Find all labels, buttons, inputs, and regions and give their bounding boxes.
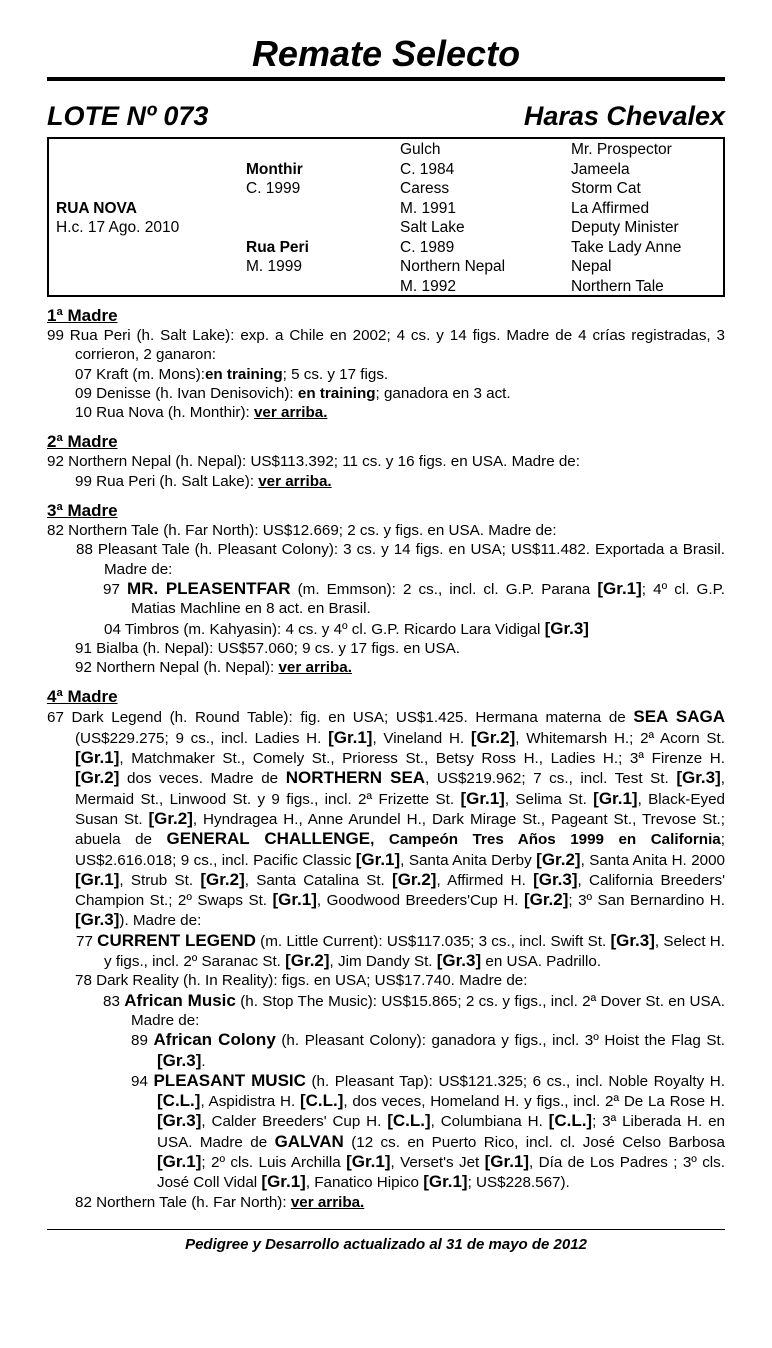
stud-name: Haras Chevalex [523,101,725,131]
horse-highlight: African Colony [153,1030,276,1050]
pedigree-col-parents [246,140,309,296]
entry-text: (m. Emmson): 2 cs., incl. cl. G.P. Parana [297,580,591,598]
grade-badge: [Gr.2] [470,727,516,747]
entry-text: , dos veces, Homeland H. y figs., incl. 2ª De La Rose H. [343,1093,725,1111]
entry-text: (h. Pleasant Tap): US$121.325; 6 cs., incl. Noble Royalty H. [311,1072,725,1090]
horse-highlight: NORTHERN SEA [285,768,426,788]
section-third-dam: 3ª Madre [47,501,118,521]
horse-highlight: GENERAL CHALLENGE [166,829,371,849]
dam-info: M. 1999 [246,258,303,275]
grade-badge: [Gr.2] [285,951,330,971]
entry-text: ; US$228.567). [467,1174,570,1192]
entry-text: 89 [131,1032,148,1050]
pedigree-cell: La Affirmed [571,199,650,217]
pedigree-cell: Salt Lake [400,219,465,236]
pedigree-cell: Northern Nepal [400,258,506,275]
offspring-entry: 89 African Colony (h. Pleasant Colony): ganadora y figs., incl. 3º Hoist the Flag St. [Gr.3]. [131,1030,725,1070]
grade-badge: [Gr.1] [593,788,638,808]
section-fourth-dam: 4ª Madre [47,687,118,707]
entry-text: (h. Stop The Music): US$15.865; 2 cs. y figs., incl. 2ª Dover St. en USA. Madre de: [131,992,725,1029]
entry-text: 09 Denisse (h. Ivan Denisovich): [75,384,294,402]
entry-text: , Selima St. [504,790,587,808]
entry-text: 83 [103,992,120,1010]
pedigree-cell: C. 1989 [400,238,455,256]
grade-badge: [Gr.1] [597,578,642,598]
offspring-entry [47,991,725,1031]
entry-text: 99 Rua Peri (h. Salt Lake): [75,472,254,490]
see-above-link[interactable]: ver arriba. [253,404,328,422]
grade-badge: [Gr.3] [436,951,482,971]
grade-badge: [Gr.2] [392,869,437,889]
entry-text: , Affirmed H. [436,871,526,889]
grade-badge: [Gr.2] [536,849,581,869]
grade-badge: [Gr.2] [75,768,120,788]
offspring-entry [47,639,725,658]
entry-text: , Black-Eyed Susan St. [75,790,725,828]
grade-badge: [Gr.1] [272,890,317,910]
entry-text: , US$219.962; 7 cs., incl. Test St. [425,770,669,788]
entry-text: 92 Northern Nepal (h. Nepal): [75,659,275,677]
status-text: en training [204,365,283,383]
horse-highlight: PLEASANT MUSIC [153,1070,306,1090]
pedigree-cell [246,199,309,219]
grade-badge: [Gr.2] [148,808,193,828]
horse-birth: H.c. 17 Ago. 2010 [56,219,180,236]
pedigree-table [47,137,725,297]
entry-text: dos veces. Madre de [127,770,279,788]
sire-info: C. 1999 [246,180,301,197]
entry-text: , Verset's Jet [390,1153,480,1171]
offspring-entry [47,540,725,579]
section-second-dam: 2ª Madre [47,432,118,452]
entry-text: , Strub St. [119,871,194,889]
pedigree-col-horse [56,140,179,296]
pedigree-cell [56,257,179,277]
entry-text: 94 [131,1072,148,1090]
entry-text: , Aspidistra H. [200,1093,296,1111]
entry-text: , Santa Anita Derby [400,851,532,869]
grade-badge: [Gr.1] [157,1151,202,1171]
footer-divider [47,1229,725,1231]
entry-text: ). Madre de: [119,912,202,930]
entry-text: , Santa Anita H. 2000 [580,851,725,869]
pedigree-cell [56,179,179,199]
pedigree-cell: Jameela [571,160,630,178]
entry-text: , Hyndragea H., Anne Arundel H., Dark Mirage St., Pageant St., Trevose St.; abuela de [75,810,725,849]
entry-text: , Fanatico Hipico [305,1174,419,1192]
entry-text: 78 Dark Reality (h. In Reality): figs. en USA; US$17.740. Madre de: [75,972,528,990]
entry-text: (h. Pleasant Colony): ganadora y figs., incl. 3º Hoist the Flag St. [281,1032,725,1050]
entry-text: , Vineland H. [372,729,465,747]
entry-text: 92 Northern Nepal (h. Nepal): US$113.392; 11 cs. y 16 figs. en USA. Madre de: [47,453,580,471]
horse-highlight: CURRENT LEGEND [97,930,256,950]
pedigree-cell [246,140,309,160]
pedigree-cell: Take Lady Anne [571,238,682,256]
grade-badge: [Gr.3] [75,910,120,930]
grade-badge: [Gr.1] [261,1172,306,1192]
section-first-dam: 1ª Madre [47,306,118,325]
entry-text: , Mermaid St., Linwood St. y 9 figs., incl. 2ª Frizette St. [75,770,725,808]
entry-text: 88 Pleasant Tale (h. Pleasant Colony): 3 cs. y 14 figs. en USA; US$11.482. Exportada a Brasil. Madre de: [76,541,725,578]
entry-text: , Santa Catalina St. [244,871,385,889]
entry-text: 77 [76,932,93,950]
entry-text: 04 Timbros (m. Kahyasin): 4 cs. y 4º cl. G.P. Ricardo Lara Vidigal [104,620,541,638]
grade-badge: [Gr.3] [544,618,589,638]
entry-text: (US$229.275; 9 cs., incl. Ladies H. [75,729,322,747]
entry-text: ; 2º cls. Luis Archilla [201,1153,341,1171]
pedigree-cell [56,160,179,180]
entry-text: 99 Rua Peri (h. Salt Lake): exp. a Chile en 2002; 4 cs. y 14 figs. Madre de 4 crías registradas, 3 corrieron, 2 ganaron: [47,327,725,364]
offspring-entry [47,619,725,639]
pedigree-cell [56,277,179,297]
grade-badge: [Gr.1] [75,748,120,768]
offspring-entry [47,365,725,384]
grade-badge: [Gr.3] [157,1111,202,1131]
grade-badge: [C.L.] [548,1111,593,1131]
catalog-page [47,34,725,1253]
grade-badge: [Gr.3] [676,768,721,788]
footer-note: Pedigree y Desarrollo actualizado al 31 de mayo de 2012 [185,1236,587,1254]
pedigree-cell: Caress [400,180,450,197]
offspring-entry [47,1071,725,1193]
offspring-entry [47,472,725,491]
entry-text: , Select H. y figs., incl. 2º Saranac St. [104,932,725,971]
grade-badge: [Gr.1] [423,1172,468,1192]
offspring-entry [47,971,725,990]
grade-badge: [C.L.] [387,1111,431,1131]
pedigree-cell: Deputy Minister [571,219,679,236]
entry-text: en USA. Padrillo. [485,953,602,971]
see-above-link[interactable]: ver arriba. [278,659,352,677]
grade-badge: [Gr.3] [533,869,578,889]
pedigree-cell: Nepal [571,258,612,275]
grade-badge: [Gr.3] [610,930,655,950]
see-above-link[interactable]: ver arriba. [290,1193,365,1211]
grade-badge: [Gr.1] [460,788,505,808]
pedigree-cell: Gulch [400,141,441,158]
entry-text: , Matchmaker St., Comely St., Prioress St., Betsy Ross H., Ladies H.; 3ª Firenze H. [119,750,725,768]
entry-text: , Whitemarsh H.; 2ª Acorn St. [515,729,725,747]
dam-entry [47,452,725,471]
page-title: Remate Selecto [251,33,521,74]
dam-entry [47,707,725,930]
entry-text: (12 cs. en Puerto Rico, incl. cl. José Celso Barbosa [351,1133,725,1151]
entry-text: , Día de Los Padres ; 3º cls. José Coll Vidal [157,1153,725,1192]
grade-badge: [Gr.2] [200,869,245,889]
pedigree-col-great-grandparents [571,140,681,296]
offspring-entry [47,931,725,972]
grade-badge: [Gr.2] [524,890,569,910]
offspring-entry [47,403,725,422]
entry-text: , Jim Dandy St. [329,953,433,971]
status-text: en training [297,384,376,402]
entry-text: (m. Little Current): US$117.035; 3 cs., incl. Swift St. [260,932,607,950]
pedigree-cell: Mr. Prospector [571,141,672,158]
pedigree-cell: M. 1992 [400,277,457,295]
entry-text: 82 Northern Tale (h. Far North): [75,1193,287,1211]
horse-highlight: GALVAN [274,1131,344,1151]
pedigree-cell [56,140,179,160]
dam-name: Rua Peri [246,238,309,256]
sire-name: Monthir [246,160,303,178]
entry-text: ; 4º cl. G.P. Matias Machline en 8 act. en Brasil. [131,580,725,618]
entry-text: 97 [103,580,120,598]
grade-badge: [Gr.1] [75,869,120,889]
entry-text: ; 5 cs. y 17 figs. [282,365,389,383]
grade-badge: [C.L.] [299,1091,344,1111]
grade-badge: [Gr.3] [157,1050,202,1070]
grade-badge: [Gr.1] [355,849,401,869]
pedigree-cell [246,277,309,297]
entry-text: , Columbiana H. [430,1113,543,1131]
dam-entry [47,326,725,365]
horse-highlight: African Music [124,990,236,1010]
entry-text: 67 Dark Legend (h. Round Table): fig. en USA; US$1.425. Hermana materna de [47,709,626,727]
grade-badge: [Gr.1] [346,1151,391,1171]
grade-badge: [C.L.] [157,1091,201,1111]
pedigree-cell: M. 1991 [400,199,457,217]
pedigree-cell [246,218,309,238]
offspring-entry [47,658,725,677]
pedigree-col-grandparents [400,140,505,296]
pedigree-cell: C. 1984 [400,160,455,178]
pedigree-cell [56,238,179,258]
offspring-entry [47,1193,725,1212]
horse-highlight: SEA SAGA [633,707,725,727]
entry-text: ; 3º San Bernardino H. [568,892,725,910]
title-divider [47,77,725,81]
pedigree-cell: Storm Cat [571,180,641,197]
entry-text: ; ganadora en 3 act. [375,384,511,402]
dam-entry [47,521,725,540]
entry-text: 10 Rua Nova (h. Monthir): [75,404,250,422]
horse-name: RUA NOVA [56,199,137,217]
entry-text: 82 Northern Tale (h. Far North): US$12.669; 2 cs. y figs. en USA. Madre de: [47,522,557,540]
entry-text: 07 Kraft (m. Mons): [75,365,205,383]
lot-header [47,101,725,131]
entry-text: ; US$2.616.018; 9 cs., incl. Pacific Classic [75,831,725,869]
see-above-link[interactable]: ver arriba. [258,472,332,490]
entry-text: 91 Bialba (h. Nepal): US$57.060; 9 cs. y 17 figs. en USA. [75,639,460,657]
entry-text: , Goodwood Breeders'Cup H. [316,892,519,910]
grade-badge: [Gr.1] [328,727,373,747]
offspring-entry [47,579,725,619]
pedigree-cell: Northern Tale [571,277,664,295]
entry-text: ; 3ª Liberada H. en USA. Madre de [157,1113,725,1151]
entry-text: , Calder Breeders' Cup H. [201,1113,382,1131]
lot-number: LOTE Nº 073 [47,101,209,131]
offspring-entry [47,384,725,403]
grade-badge: [Gr.1] [484,1151,530,1171]
horse-highlight: MR. PLEASENTFAR [127,578,291,598]
entry-text: , California Breeders' Champion St.; 2º Swaps St. [75,871,725,910]
title-highlight: , Campeón Tres Años 1999 en California [370,831,721,849]
